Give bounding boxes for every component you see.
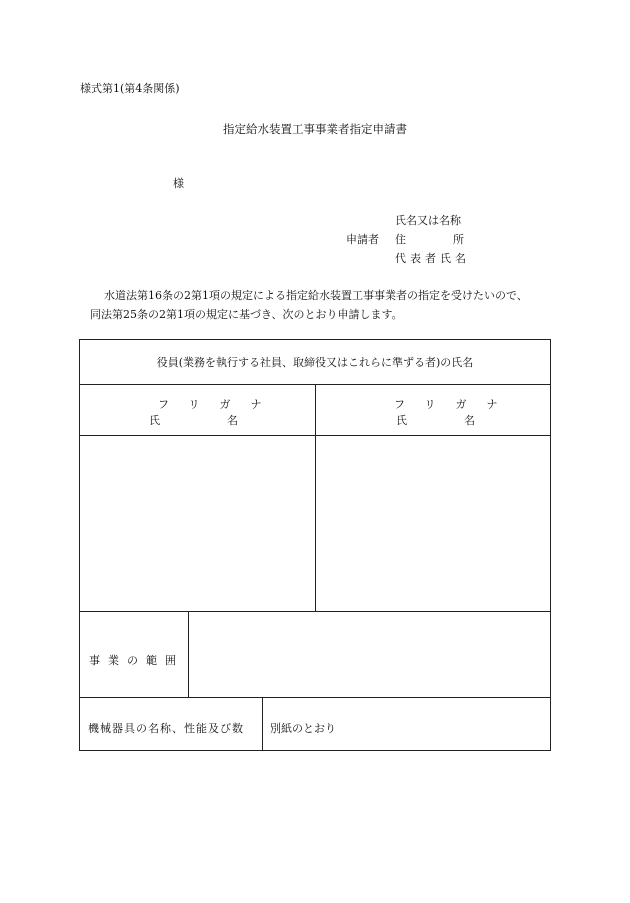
table-column-divider [188,611,189,697]
table-column-divider [315,384,316,611]
officer-name-entry-right[interactable] [317,436,550,610]
table-column-divider [262,697,263,751]
shi-label-left: 氏 [149,414,160,427]
body-text-line-2: 同法第25条の2第1項の規定に基づき、次のとおり申請します。 [90,308,403,321]
address-label-part-2: 所 [453,233,464,246]
application-table [79,339,551,751]
representative-name-label: 代表者氏名 [395,252,470,265]
mei-label-left: 名 [227,414,238,427]
business-scope-label: 事業の範囲 [89,654,184,667]
document-title: 指定給水装置工事事業者指定申請書 [223,122,407,136]
mei-label-right: 名 [464,414,475,427]
officer-name-entry-left[interactable] [81,436,314,610]
address-label-part-1: 住 [395,233,406,246]
addressee-suffix: 様 [173,177,184,190]
applicant-label: 申請者 [346,233,379,246]
body-text-line-1: 水道法第16条の2第1項の規定による指定給水装置工事事業者の指定を受けたいので、 [104,289,528,302]
furigana-label-left: フリガナ [158,398,282,411]
table-rule [80,697,550,698]
equipment-value: 別紙のとおり [270,722,336,735]
furigana-label-right: フリガナ [394,398,518,411]
business-scope-entry[interactable] [190,612,550,696]
equipment-label: 機械器具の名称、性能及び数 [88,722,244,735]
form-number: 様式第1(第4条関係) [80,82,180,95]
applicant-name-label: 氏名又は名称 [395,214,461,227]
shi-label-right: 氏 [396,414,407,427]
officers-header: 役員(業務を執行する社員、取締役又はこれらに準ずる者)の氏名 [156,356,474,369]
